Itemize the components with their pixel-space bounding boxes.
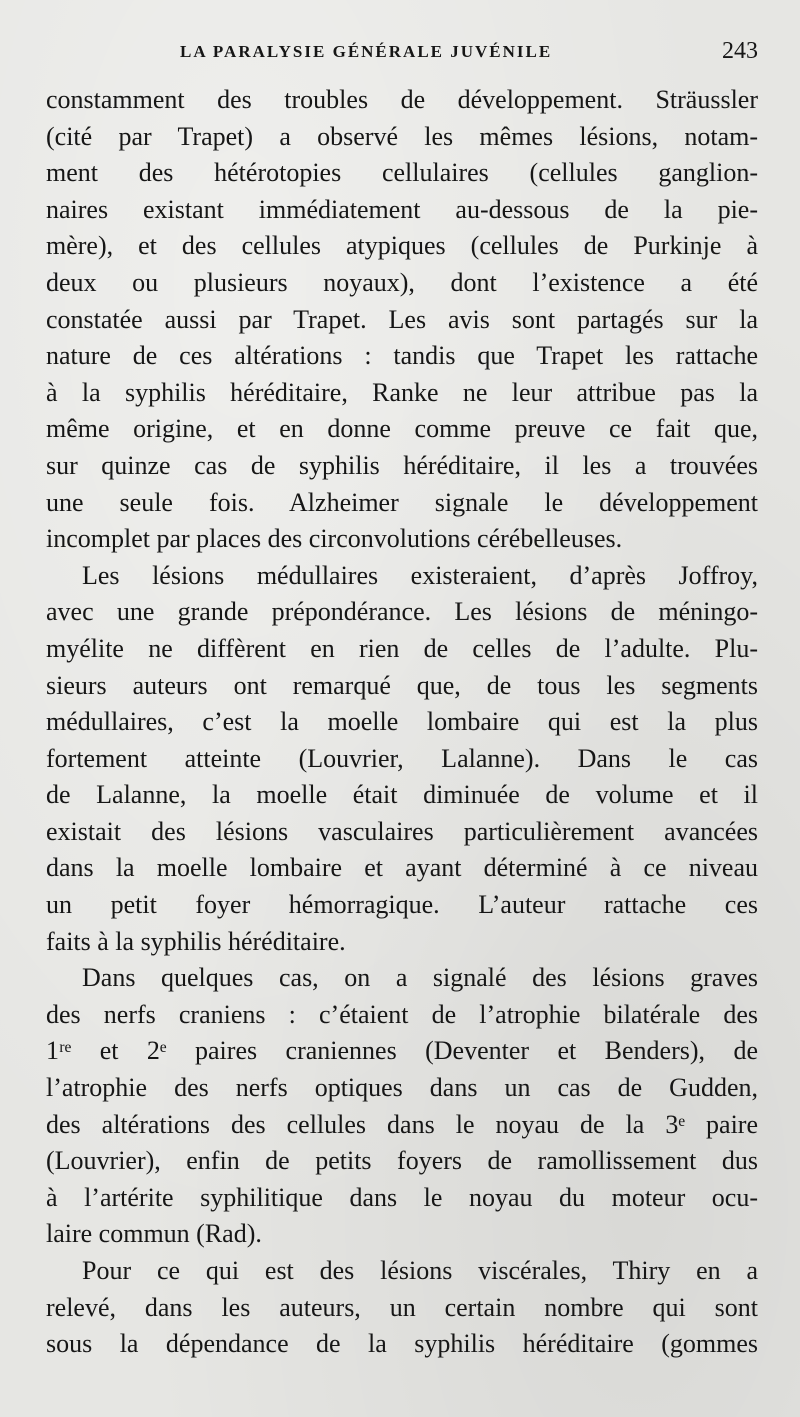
- text-line: l’atrophie des nerfs optiques dans un cas de Gudden,: [46, 1073, 758, 1103]
- text-line: myélite ne diffèrent en rien de celles de l’adulte. Plu-: [46, 633, 758, 663]
- text-line: Dans quelques cas, on a signalé des lésions graves: [82, 963, 758, 993]
- text-line: relevé, dans les auteurs, un certain nombre qui sont: [46, 1292, 758, 1322]
- text-line: un petit foyer hémorragique. L’auteur rattache ces: [46, 890, 758, 920]
- text-line: incomplet par places des circonvolutions cérébelleuses.: [46, 524, 623, 554]
- text-line: des altérations des cellules dans le noyau de la 3ᵉ paire: [46, 1109, 758, 1139]
- text-line: sur quinze cas de syphilis héréditaire, il les a trouvées: [46, 450, 758, 480]
- text-line: nature de ces altérations : tandis que Trapet les rattache: [46, 341, 758, 371]
- paragraph-4: [46, 1253, 758, 1363]
- paragraph-3: [46, 960, 758, 1253]
- text-line: médullaires, c’est la moelle lombaire qui est la plus: [46, 707, 758, 737]
- text-line: une seule fois. Alzheimer signale le développement: [46, 487, 758, 517]
- text-line: constatée aussi par Trapet. Les avis sont partagés sur la: [46, 304, 758, 334]
- text-line: dans la moelle lombaire et ayant déterminé à ce niveau: [46, 853, 758, 883]
- text-line: constamment des troubles de développement. Sträussler: [46, 85, 758, 114]
- text-line: à la syphilis héréditaire, Ranke ne leur attribue pas la: [46, 377, 758, 407]
- body-text: [46, 82, 758, 1363]
- text-line: Pour ce qui est des lésions viscérales, Thiry en a: [82, 1256, 758, 1285]
- text-line: faits à la syphilis héréditaire.: [46, 926, 346, 956]
- text-line: avec une grande prépondérance. Les lésions de méningo-: [46, 597, 758, 627]
- paragraph-1: [46, 82, 758, 558]
- page-number: 243: [722, 38, 758, 64]
- text-line: Les lésions médullaires existeraient, d’après Joffroy,: [82, 560, 758, 590]
- text-line: même origine, et en donne comme preuve ce fait que,: [46, 414, 758, 444]
- text-line: deux ou plusieurs noyaux), dont l’existence a été: [46, 267, 758, 297]
- text-line: sieurs auteurs ont remarqué que, de tous les segments: [46, 670, 758, 700]
- running-title: LA PARALYSIE GÉNÉRALE JUVÉNILE: [180, 42, 553, 61]
- text-line: sous la dépendance de la syphilis héréditaire (gommes: [46, 1329, 758, 1359]
- text-line: (cité par Trapet) a observé les mêmes lésions, notam-: [46, 121, 758, 151]
- text-line: à l’artérite syphilitique dans le noyau du moteur ocu-: [46, 1182, 758, 1212]
- text-line: laire commun (Rad).: [46, 1219, 262, 1249]
- text-line: des nerfs craniens : c’étaient de l’atrophie bilatérale des: [46, 999, 758, 1029]
- paragraph-2: [46, 558, 758, 961]
- text-line: fortement atteinte (Louvrier, Lalanne). Dans le cas: [46, 743, 758, 773]
- text-line: de Lalanne, la moelle était diminuée de volume et il: [46, 780, 758, 810]
- page-header: [46, 38, 758, 70]
- text-line: 1ʳᵉ et 2ᵉ paires craniennes (Deventer et Benders), de: [46, 1036, 758, 1066]
- text-line: ment des hétérotopies cellulaires (cellules ganglion-: [46, 158, 758, 188]
- text-line: existait des lésions vasculaires particulièrement avancées: [46, 816, 758, 846]
- text-line: (Louvrier), enfin de petits foyers de ramollissement dus: [46, 1146, 758, 1176]
- text-line: naires existant immédiatement au-dessous de la pie-: [46, 194, 758, 224]
- text-line: mère), et des cellules atypiques (cellules de Purkinje à: [46, 231, 758, 261]
